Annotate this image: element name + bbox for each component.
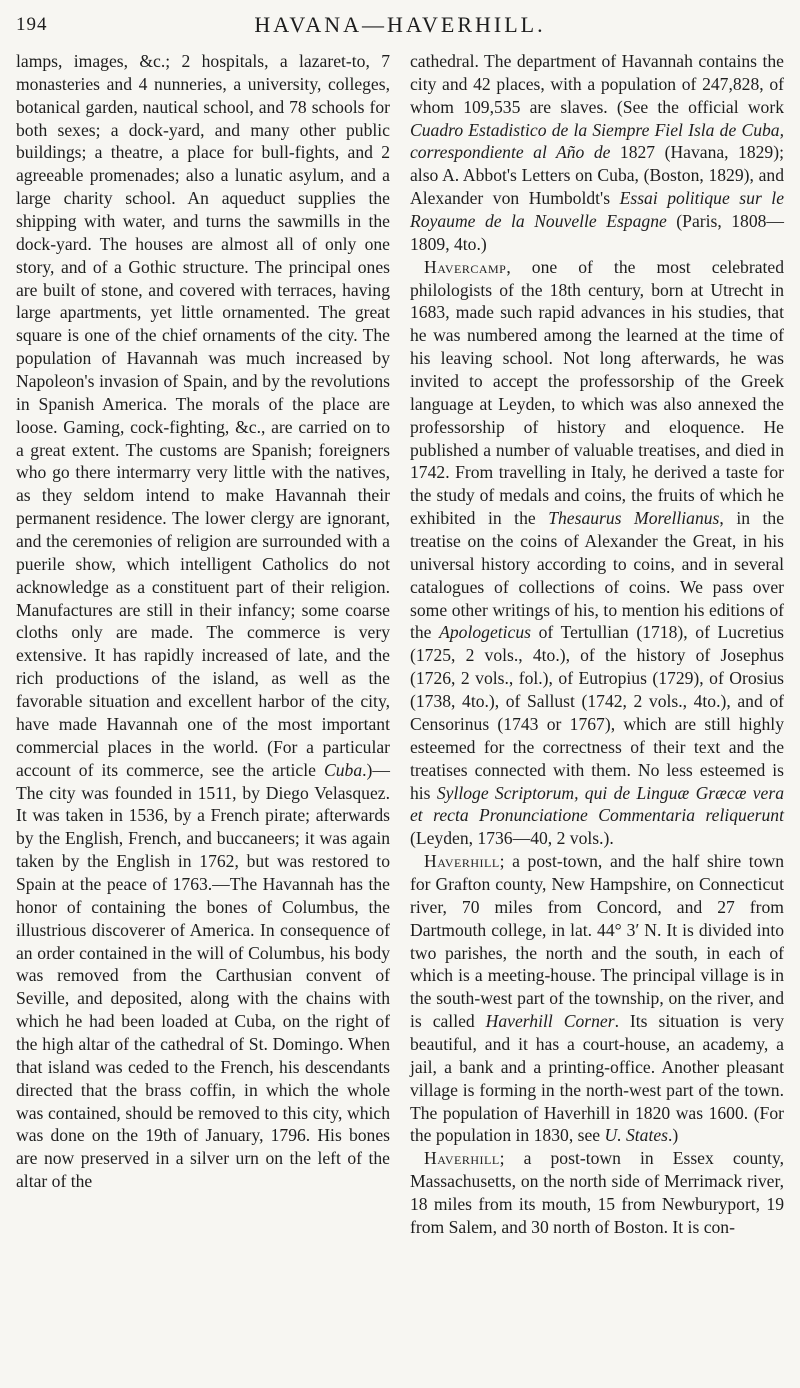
page-number: 194: [16, 14, 48, 35]
left-column: [16, 50, 390, 1239]
entry-havercamp: Havercamp, one of the most celebrated philologists of the 18th century, born at Utrecht in 1683, made such rapid advances in his studies, that he was numbered among the learned at the time of his leaving school. Not long afterwards, he was invited to accept the professorship of the Greek language at Leyden, to which was also annexed the professorship of history and eloquence. He published a number of valuable treatises, and died in 1742. From travelling in Italy, he derived a taste for the study of medals and coins, the fruits of which he exhibited in the Thesaurus Morellianus, in the treatise on the coins of Alexander the Great, in his universal history according to coins, and in several catalogues of collections of coins. We pass over some other writings of his, to mention his editions of the Apologeticus of Tertullian (1718), of Lucretius (1725, 2 vols., 4to.), of the history of Josephus (1726, 2 vols., fol.), of Eutropius (1729), of Orosius (1738, 4to.), of Sallust (1742, 2 vols., 4to.), and of Censorinus (1743 or 1767), which are still highly esteemed for the correctness of their text and the treatises connected with them. No less esteemed is his Sylloge Scriptorum, qui de Linguæ Græcæ vera et recta Pronunciatione Commentaria reliquerunt (Leyden, 1736—40, 2 vols.).: [410, 256, 785, 849]
cross-reference-cuba: Cuba: [324, 759, 363, 780]
two-column-body: [16, 50, 784, 1239]
entry-haverhill-nh: Haverhill; a post-town, and the half shire town for Grafton county, New Hampshire, on Connecticut river, 70 miles from Concord, and 27 from Dartmouth college, in lat. 44° 3′ N. It is divided into two parishes, the north and the south, in each of which is a meeting-house. The principal village is in the south-west part of the township, on the river, and is called Haverhill Corner. Its situation is very beautiful, and it has a court-house, an academy, a jail, a bank and a printing-office. Another pleasant village is forming in the north-west part of the town. The population of Haverhill in 1820 was 1600. (For the population in 1830, see U. States.): [410, 851, 784, 1146]
headword-havercamp: Havercamp: [424, 256, 507, 277]
page-header: [16, 10, 784, 50]
title-thesaurus: Thesaurus Morellianus: [548, 508, 720, 529]
headword-haverhill-nh: Haverhill: [424, 851, 500, 872]
cross-reference-us: U. States: [604, 1125, 669, 1146]
title-cuadro-estadistico: Cuadro Estadistico de la Siempre Fiel Isla de Cuba, correspondiente al Año de: [410, 119, 784, 163]
title-sylloge: Sylloge Scriptorum, qui de Linguæ Græcæ vera et recta Pronunciatione Commentaria reliquerunt: [410, 782, 784, 826]
place-haverhill-corner: Haverhill Corner: [485, 1011, 615, 1032]
headword-haverhill-ma: Haverhill: [424, 1148, 500, 1169]
right-column: [410, 50, 784, 1239]
title-apologeticus: Apologeticus: [439, 622, 531, 643]
entry-havannah-end: cathedral. The department of Havannah contains the city and 42 places, with a population of 247,828, of whom 109,535 are slaves. (See the official work Cuadro Estadistico de la Siempre Fiel Isla de Cuba, correspondiente al Año de 1827 (Havana, 1829); also A. Abbot's Letters on Cuba, (Boston, 1829), and Alexander von Humboldt's Essai politique sur le Royaume de la Nouvelle Espagne (Paris, 1808—1809, 4to.): [410, 51, 785, 254]
title-essai-politique: Essai politique sur le Royaume de la Nouvelle Espagne: [410, 188, 785, 232]
running-head: HAVANA—HAVERHILL.: [254, 12, 546, 37]
entry-havannah-continued: lamps, images, &c.; 2 hospitals, a lazaret-to, 7 monasteries and 4 nunneries, a university, colleges, botanical garden, nautical school, and 78 schools for both sexes; a dock-yard, and many other public buildings; a theatre, a place for bull-fights, and 2 agreeable promenades; also a lunatic asylum, and a large charity school. An aqueduct supplies the shipping with water, and turns the sawmills in the dock-yard. The houses are almost all of only one story, and of a Gothic structure. The principal ones are built of stone, and covered with terraces, having large apartments, yet little ornamented. The great square is one of the chief ornaments of the city. The population of Havannah was much increased by Napoleon's invasion of Spain, and by the revolutions in Spanish America. The morals of the place are loose. Gaming, cock-fighting, &c., are carried on to a great extent. The customs are Spanish; foreigners who go there intermarry very little with the natives, as they seldom intend to make Havannah their permanent residence. The lower clergy are ignorant, and the ceremonies of religion are surrounded with a puerile show, which intelligent Catholics do not acknowledge as a constituent part of their religion. Manufactures are still in their infancy; some coarse cloths only are made. The commerce is very extensive. It has rapidly increased of late, and the rich productions of the island, as well as the favorable situation and excellent harbor of the city, have made Havannah one of the most important commercial places in the world. (For a particular account of its commerce, see the article Cuba.)—The city was founded in 1511, by Diego Velasquez. It was taken in 1536, by a French pirate; afterwards by the English, French, and buccaneers; it was again taken by the English in 1762, but was restored to Spain at the peace of 1763.—The Havannah has the honor of containing the bones of Columbus, the illustrious discoverer of America. In consequence of an order contained in the will of Columbus, his body was removed from the Carthusian convent of Seville, and deposited, along with the chains with which he had been loaded at Cuba, on the right of the high altar of the cathedral of St. Domingo. When that island was ceded to the French, his descendants directed that the brass coffin, in which the whole was contained, should be removed to this city, which was done on the 19th of January, 1796. His bones are now preserved in a silver urn on the left of the altar of the: [16, 51, 390, 1192]
entry-haverhill-ma: Haverhill; a post-town in Essex county, Massachusetts, on the north side of Merrimack river, 18 miles from its mouth, 15 from Newburyport, 19 from Salem, and 30 north of Boston. It is con-: [410, 1148, 784, 1237]
